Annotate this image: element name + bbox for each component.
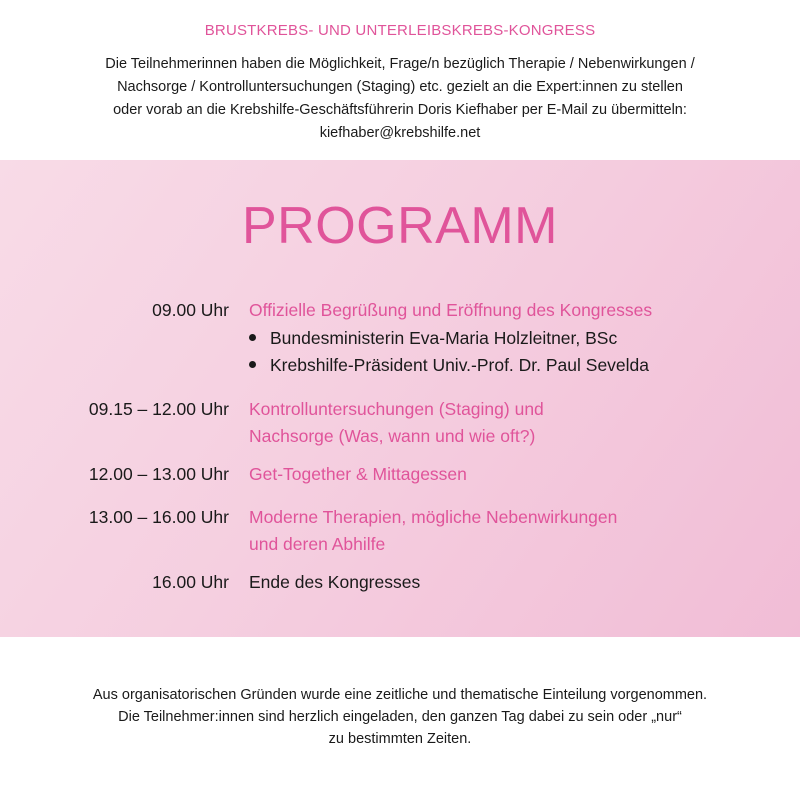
program-description xyxy=(249,396,769,450)
program-line: Kontrolluntersuchungen (Staging) und xyxy=(249,399,544,419)
intro-text xyxy=(40,53,760,145)
footer-line: Die Teilnehmer:innen sind herzlich eingeladen, den ganzen Tag dabei zu sein oder „nur“ xyxy=(118,709,682,725)
program-line: Get-Together & Mittagessen xyxy=(249,464,467,484)
contact-email[interactable]: kiefhaber@krebshilfe.net xyxy=(319,125,481,141)
program-time: 12.00 – 13.00 Uhr xyxy=(88,464,229,484)
program-line: Ende des Kongresses xyxy=(249,572,421,592)
program-line: Offizielle Begrüßung und Eröffnung des Kongresses xyxy=(249,300,653,320)
program-line: Nachsorge (Was, wann und wie oft?) xyxy=(249,426,536,446)
program-time: 09.15 – 12.00 Uhr xyxy=(88,399,229,419)
program-description xyxy=(249,504,769,558)
program-description xyxy=(249,461,769,488)
bullet-icon xyxy=(249,334,256,341)
intro-line: Die Teilnehmerinnen haben die Möglichkeit, Frage/n bezüglich Therapie / Nebenwirkungen / xyxy=(105,56,695,72)
footer-note xyxy=(20,684,780,750)
intro-line: Nachsorge / Kontrolluntersuchungen (Staging) etc. gezielt an die Expert:innen zu stellen xyxy=(117,79,683,95)
intro-line: oder vorab an die Krebshilfe-Geschäftsführerin Doris Kiefhaber per E-Mail zu übermitteln: xyxy=(113,102,687,118)
program-description xyxy=(249,569,769,596)
footer-line: Aus organisatorischen Gründen wurde eine zeitliche und thematische Einteilung vorgenommen. xyxy=(92,687,708,703)
program-title: PROGRAMM xyxy=(242,197,558,255)
bullet-icon xyxy=(249,361,256,368)
list-item xyxy=(249,352,769,379)
program-line: und deren Abhilfe xyxy=(249,534,386,554)
speaker-list xyxy=(249,325,769,379)
congress-kicker: BRUSTKREBS- UND UNTERLEIBSKREBS-KONGRESS xyxy=(204,22,596,39)
program-description xyxy=(249,297,769,324)
list-item xyxy=(249,325,769,352)
program-time: 13.00 – 16.00 Uhr xyxy=(88,507,229,527)
footer-line: zu bestimmten Zeiten. xyxy=(328,731,472,747)
program-time: 16.00 Uhr xyxy=(152,572,229,592)
header-section xyxy=(0,0,800,160)
speaker-name: Krebshilfe-Präsident Univ.-Prof. Dr. Paul Sevelda xyxy=(270,355,650,375)
program-time: 09.00 Uhr xyxy=(152,300,229,320)
program-line: Moderne Therapien, mögliche Nebenwirkungen xyxy=(249,507,618,527)
speaker-name: Bundesministerin Eva-Maria Holzleitner, BSc xyxy=(270,328,618,348)
